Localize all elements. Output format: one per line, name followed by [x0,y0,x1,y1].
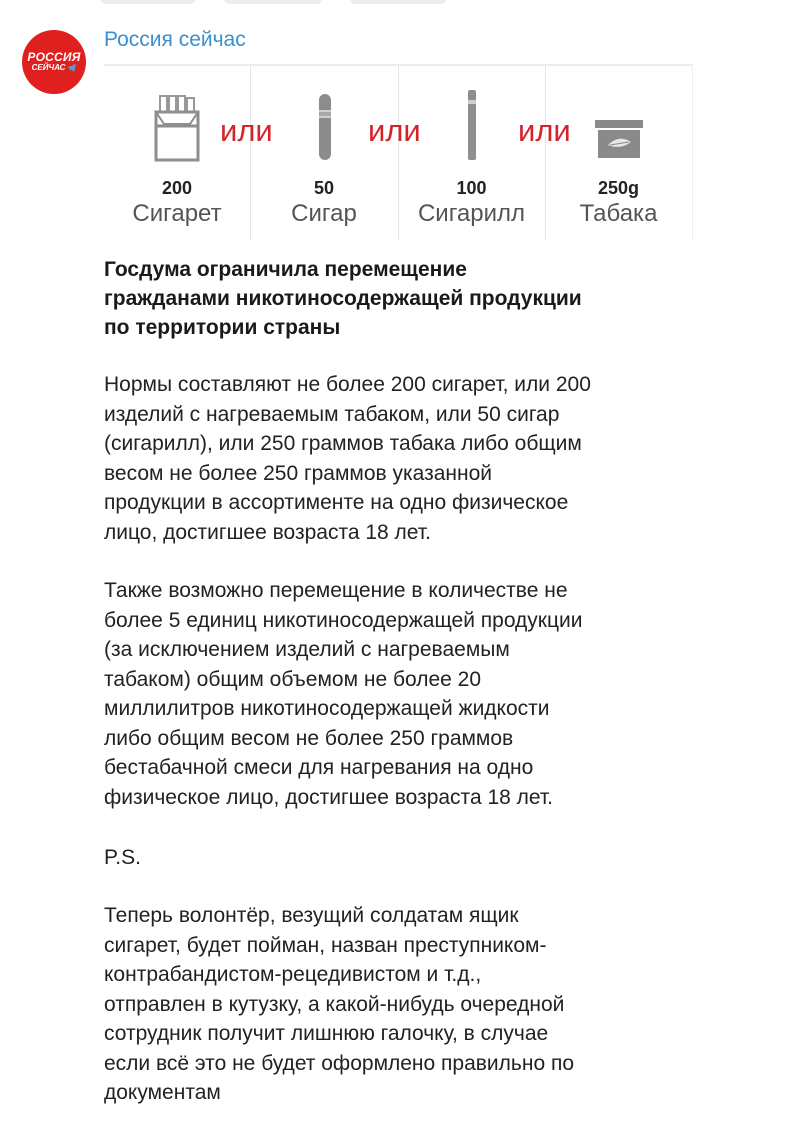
post-paragraph-additional [104,576,744,812]
paragraph-line: физическое лицо, достигшее возраста 18 лет. [104,785,554,809]
quantity-unit: Сигарет [132,200,222,227]
paragraph-line: P.S. [104,846,141,869]
paragraph-line: (сигарилл), или 250 граммов табака либо общим [104,432,582,455]
previous-message-edge [100,0,460,6]
tobacco-tin-icon [593,118,645,160]
paragraph-line: весом не более 250 граммов указанной [104,461,493,485]
or-separator: или [220,113,273,148]
headline-line: Госдума ограничила перемещение [104,258,467,281]
paragraph-line: (за исключением изделий с нагреваемым [104,638,510,661]
tobacco-limits-infographic[interactable] [104,64,693,240]
post-paragraph-ps [104,843,744,873]
infographic-panel-tobacco [545,66,692,240]
paragraph-line: продукции в ассортименте на одно физическое [104,491,569,514]
quantity-value: 100 [456,178,487,198]
paragraph-line: отправлен в кутузку, а какой-нибудь очередной [104,992,565,1016]
paragraph-line: сигарет, будет пойман, назван преступником- [104,933,547,957]
quantity-unit: Табака [579,200,658,227]
paragraph-line: миллилитров никотиносодержащей жидкости [104,697,550,720]
channel-name[interactable]: Россия сейчас [104,28,246,51]
post-paragraph-comment [104,901,744,1108]
quantity-value: 200 [161,178,193,198]
paragraph-line: контрабандистом-рецедивистом и т.д., [104,963,482,986]
paragraph-line: более 5 единиц никотиносодержащей продукции [104,608,583,632]
quantity-unit: Сигар [291,200,357,227]
post-paragraph-norms [104,370,744,547]
quantity-value: 50 [313,178,335,198]
headline-line: по территории страны [104,316,341,339]
channel-avatar[interactable] [22,30,86,94]
paragraph-line: Нормы составляют не более 200 сигарет, или 200 [104,373,591,396]
headline-line: гражданами никотиносодержащей продукции [104,287,582,310]
or-separator: или [518,113,571,148]
paragraph-line: лицо, достигшее возраста 18 лет. [104,520,431,544]
quantity-value: 250g [597,178,640,198]
infographic-panel-cigarettes [104,66,273,240]
paragraph-line: табаком) общим объемом не более 20 [104,667,482,691]
paragraph-line: если всё это не будет оформлено правильно по [104,1051,575,1075]
quantity-unit: Сигарилл [417,200,526,227]
paragraph-line: либо общим весом не более 250 граммов [104,726,514,750]
telegram-plane-icon [67,64,76,72]
post-headline [104,255,724,342]
paragraph-line: изделий с нагреваемым табаком, или 50 сигар [104,402,560,426]
or-separator: или [368,113,421,148]
paragraph-line: сотрудник получит лишнюю галочку, в случае [104,1022,549,1045]
infographic-panel-cigarillos [398,66,571,240]
infographic-panel-cigars [250,66,421,240]
avatar-logo-line2 [32,63,77,73]
paragraph-line: Теперь волонтёр, везущий солдатам ящик [104,904,519,927]
paragraph-line: Также возможно перемещение в количестве не [104,579,568,602]
cigarillo-icon [466,88,478,162]
paragraph-line: бестабачной смеси для нагревания на одно [104,756,534,779]
paragraph-line: документам [104,1081,221,1104]
avatar-logo-line2-text: СЕЙЧАС [31,63,66,72]
cigar-icon [316,90,334,162]
cigarette-pack-icon [152,94,202,162]
avatar-logo-line1: РОССИЯ [27,50,81,64]
